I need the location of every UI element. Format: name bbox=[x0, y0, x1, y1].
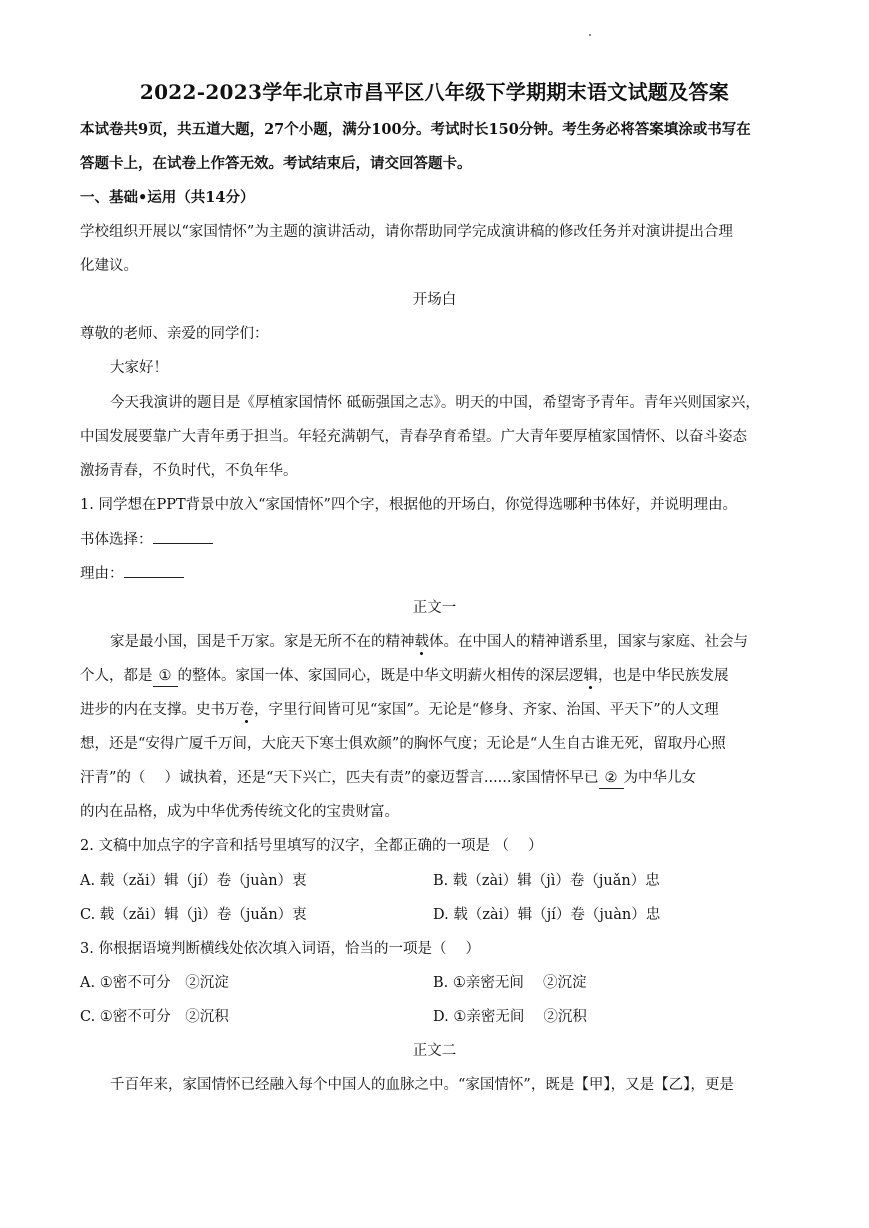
body2-line-1: 千百年来，家国情怀已经融入每个中国人的血脉之中。“家国情怀”，既是【甲】，又是【乙】，更是 bbox=[110, 1077, 734, 1093]
section-lead-1: 学校组织开展以“家国情怀”为主题的演讲活动，请你帮助同学完成演讲稿的修改任务并对演讲提出合理 bbox=[80, 224, 733, 240]
q3-option-c: C. ①密不可分 ②沉积 bbox=[80, 1009, 229, 1025]
dotted-char-ji: 辑 bbox=[583, 668, 598, 684]
opening-para-1: 今天我演讲的题目是《厚植家国情怀 砥砺强国之志》。明天的中国，希望寄予青年。青年兴则国家兴， bbox=[110, 395, 760, 411]
body1-text: 为中华儿女 bbox=[623, 770, 696, 786]
opening-greeting: 尊敬的老师、亲爱的同学们： bbox=[80, 326, 269, 342]
body1-text: ，字里行间皆可见“家国”。无论是“修身、齐家、治国、平天下”的人文理 bbox=[254, 702, 719, 718]
body2-heading: 正文二 bbox=[412, 1043, 457, 1059]
body1-text: 家是最小国，国是千万家。家是无所不在的精神 bbox=[110, 634, 415, 650]
body1-line-1 bbox=[110, 632, 748, 652]
font-choice-label: 书体选择： bbox=[80, 532, 153, 548]
opening-hello: 大家好！ bbox=[110, 360, 168, 376]
opening-para-2: 中国发展要靠广大青年勇于担当。年轻充满朝气，青春孕育希望。广大青年要厚植家国情怀、以奋斗姿态 bbox=[80, 429, 747, 445]
body1-line-4: 想，还是“安得广厦千万间，大庇天下寒士俱欢颜”的胸怀气度；无论是“人生自古谁无死，留取丹心照 bbox=[80, 736, 726, 752]
section-heading: 一、基础•运用（共14分） bbox=[80, 189, 255, 206]
body1-line-6: 的内在品格，成为中华优秀传统文化的宝贵财富。 bbox=[80, 804, 399, 820]
reason-line bbox=[80, 563, 184, 584]
body1-line-3 bbox=[80, 700, 719, 720]
body1-line-2 bbox=[80, 666, 729, 687]
body1-text: 体。在中国人的精神谱系里，国家与家庭、社会与 bbox=[429, 634, 748, 650]
blank-2: ② bbox=[599, 768, 624, 789]
body1-text: 汗青”的（ ）诚执着，还是“天下兴亡，匹夫有责”的豪迈誓言......家国情怀早已 bbox=[80, 770, 599, 786]
body1-line-5 bbox=[80, 768, 696, 789]
reason-label: 理由： bbox=[80, 566, 124, 582]
question-3: 3. 你根据语境判断横线处依次填入词语，恰当的一项是（ ） bbox=[80, 941, 481, 957]
question-2: 2. 文稿中加点字的字音和括号里填写的汉字，全都正确的一项是 （ ） bbox=[80, 838, 543, 854]
opening-heading: 开场白 bbox=[412, 292, 457, 308]
font-choice-blank bbox=[153, 529, 213, 544]
dotted-char-zai: 载 bbox=[414, 634, 429, 650]
body1-text: 的整体。家国一体、家国同心，既是中华文明薪火相传的深层逻 bbox=[177, 668, 584, 684]
q3-option-a: A. ①密不可分 ②沉淀 bbox=[80, 975, 229, 991]
blank-1: ① bbox=[153, 666, 178, 687]
intro-line-2: 答题卡上，在试卷上作答无效。考试结束后，请交回答题卡。 bbox=[80, 155, 472, 172]
intro-line-1: 本试卷共9页，共五道大题，27个小题，满分100分。考试时长150分钟。考生务必将答案填涂或书写在 bbox=[80, 121, 751, 138]
body1-text: ，也是中华民族发展 bbox=[598, 668, 729, 684]
q2-option-a: A. 载（zǎi）辑（jí）卷（juàn）衷 bbox=[80, 873, 307, 889]
reason-blank bbox=[124, 563, 184, 578]
font-choice-line bbox=[80, 529, 213, 550]
q2-option-c: C. 载（zǎi）辑（jì）卷（juǎn）衷 bbox=[80, 907, 307, 923]
question-1: 1. 同学想在PPT背景中放入“家国情怀”四个字，根据他的开场白，你觉得选哪种书体好，并说明理由。 bbox=[80, 497, 737, 513]
body1-heading: 正文一 bbox=[412, 600, 457, 616]
q3-option-d: D. ①亲密无间 ②沉积 bbox=[433, 1009, 587, 1025]
page-title: 2022-2023学年北京市昌平区八年级下学期期末语文试题及答案 bbox=[139, 80, 730, 104]
q2-option-b: B. 载（zài）辑（jì）卷（juǎn）忠 bbox=[433, 873, 660, 889]
dotted-char-juan: 卷 bbox=[239, 702, 254, 718]
opening-para-3: 激扬青春，不负时代，不负年华。 bbox=[80, 463, 298, 479]
body1-text: 进步的内在支撑。史书万 bbox=[80, 702, 240, 718]
scan-dot bbox=[589, 34, 591, 36]
body1-text: 个人，都是 bbox=[80, 668, 153, 684]
section-lead-2: 化建议。 bbox=[80, 258, 138, 274]
q3-option-b: B. ①亲密无间 ②沉淀 bbox=[433, 975, 587, 991]
q2-option-d: D. 载（zài）辑（jí）卷（juàn）忠 bbox=[433, 907, 661, 923]
